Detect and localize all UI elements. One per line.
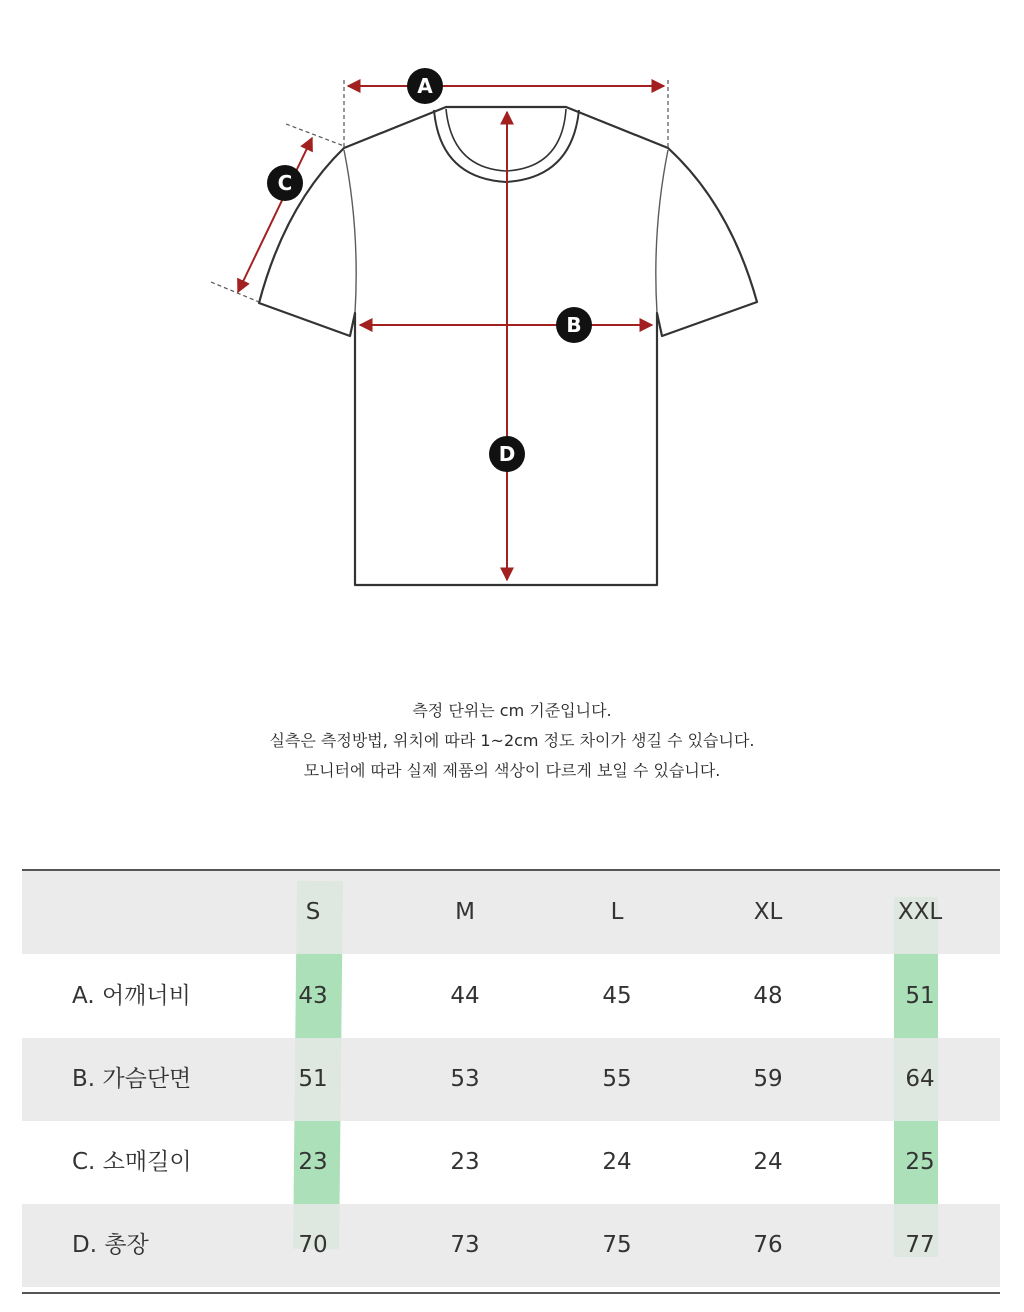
- header-size-l: L: [610, 899, 624, 925]
- cell-value: 23: [450, 1149, 480, 1175]
- svg-text:C: C: [277, 171, 293, 195]
- right-sleeve-seam: [656, 150, 668, 313]
- tshirt-measurement-diagram: [0, 0, 1024, 640]
- cell-value: 51: [905, 983, 935, 1009]
- cell-value: 64: [905, 1066, 935, 1092]
- cell-value: 76: [753, 1232, 783, 1258]
- cell-value: 23: [298, 1149, 328, 1175]
- left-sleeve-seam: [344, 150, 356, 313]
- cell-value: 73: [450, 1232, 480, 1258]
- marker-d-badge: [489, 436, 525, 472]
- marker-b-badge: [556, 307, 592, 343]
- cell-value: 24: [602, 1149, 632, 1175]
- svg-text:B: B: [566, 313, 582, 337]
- table-row: [22, 1038, 1000, 1121]
- svg-text:D: D: [498, 442, 516, 466]
- row-label-chest: B. 가슴단면: [72, 1066, 192, 1092]
- table-row: [22, 955, 1000, 1038]
- cell-value: 44: [450, 983, 480, 1009]
- cell-value: 24: [753, 1149, 783, 1175]
- marker-a-badge: [407, 68, 443, 104]
- cell-value: 51: [298, 1066, 328, 1092]
- row-label-shoulder: A. 어깨너비: [72, 983, 191, 1009]
- svg-text:A: A: [417, 74, 433, 98]
- cell-value: 59: [753, 1066, 783, 1092]
- cell-value: 25: [905, 1149, 935, 1175]
- cell-value: 55: [602, 1066, 632, 1092]
- header-size-xxl: XXL: [897, 899, 943, 925]
- note-unit: 측정 단위는 cm 기준입니다.: [412, 701, 612, 720]
- row-label-sleeve: C. 소매길이: [72, 1149, 192, 1175]
- table-header-row: [22, 871, 1000, 954]
- row-label-length: D. 총장: [72, 1232, 149, 1258]
- cell-value: 43: [298, 983, 328, 1009]
- header-size-xl: XL: [753, 899, 783, 925]
- cell-value: 48: [753, 983, 783, 1009]
- marker-c-badge: [267, 165, 303, 201]
- cell-value: 70: [298, 1232, 328, 1258]
- cell-value: 45: [602, 983, 632, 1009]
- cell-value: 53: [450, 1066, 480, 1092]
- note-color: 모니터에 따라 실제 제품의 색상이 다르게 보일 수 있습니다.: [303, 761, 721, 780]
- cell-value: 77: [905, 1232, 935, 1258]
- table-row: [22, 1204, 1000, 1287]
- measurement-notes: [0, 696, 1024, 786]
- cell-value: 75: [602, 1232, 632, 1258]
- header-size-s: S: [305, 899, 321, 925]
- size-table: [22, 869, 1000, 1294]
- arrow-c: [238, 138, 312, 292]
- note-tolerance: 실측은 측정방법, 위치에 따라 1~2cm 정도 차이가 생길 수 있습니다.: [269, 731, 755, 750]
- header-size-m: M: [455, 899, 475, 925]
- table-row: [22, 1121, 1000, 1204]
